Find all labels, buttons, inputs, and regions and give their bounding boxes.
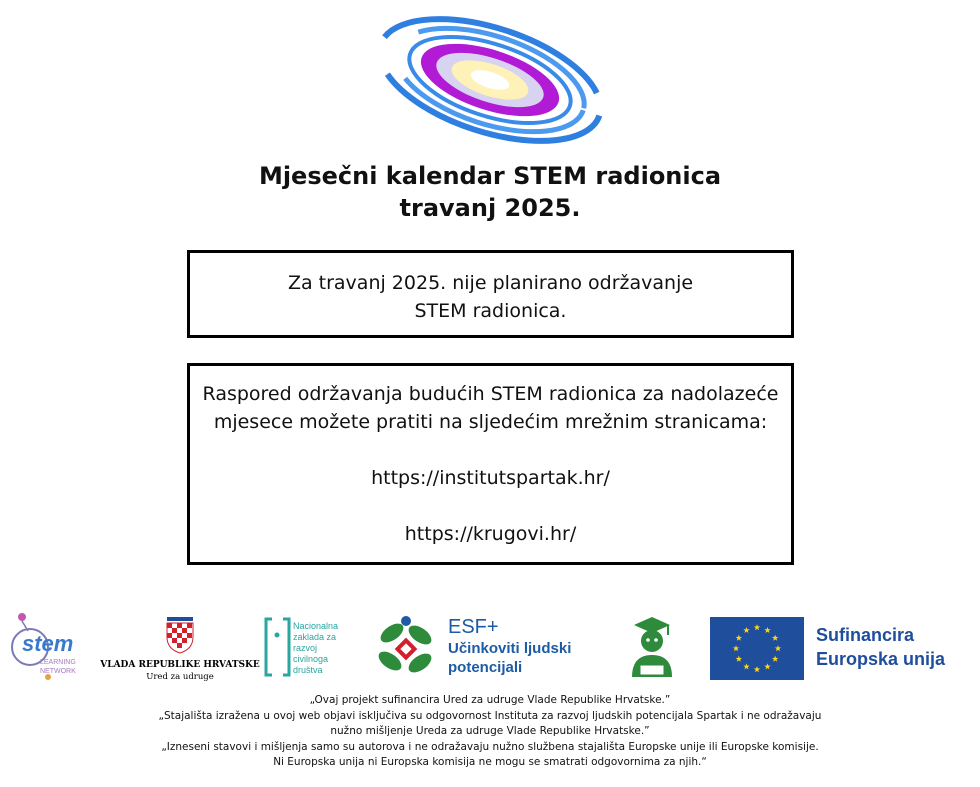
page-title xyxy=(0,160,980,224)
eu-logo xyxy=(710,617,946,680)
footer-line-1: „Ovaj projekt sufinancira Ured za udruge Vlade Republike Hrvatske.” xyxy=(309,694,671,706)
esf-line-1: Učinkoviti ljudski xyxy=(448,640,572,657)
title-line-2: travanj 2025. xyxy=(399,194,581,222)
schedule-line-1: Raspored održavanja budućih STEM radionica za nadolazeće xyxy=(202,383,779,405)
nzcd-line-5: društva xyxy=(293,665,323,675)
eu-line-2: Europska unija xyxy=(816,649,946,669)
galaxy-icon xyxy=(370,10,610,150)
notice-line-2: STEM radionica. xyxy=(414,300,567,322)
schedule-line-2: mjesece možete pratiti na sljedećim mrežnim stranicama: xyxy=(213,411,768,433)
partner-logos xyxy=(0,605,980,695)
nzcd-line-1: Nacionalna xyxy=(293,621,339,631)
notice-box xyxy=(187,250,794,338)
nzcd-line-4: civilnoga xyxy=(293,654,329,664)
croatian-coat-of-arms-icon xyxy=(167,617,193,653)
footer-line-4: „Izneseni stavovi i mišljenja samo su autorova i ne odražavaju nužno službena stajališta Europske unije ili Europske komisije. xyxy=(161,740,819,753)
footer-line-3: nužno mišljenje Ureda za udruge Vlade Republike Hrvatske.” xyxy=(330,725,650,737)
footer-line-5: Ni Europska unija ni Europska komisija ne mogu se smatrati odgovornima za njih.“ xyxy=(273,756,707,768)
notice-line-1: Za travanj 2025. nije planirano održavanje xyxy=(287,272,694,294)
esf-line-2: potencijali xyxy=(448,659,523,676)
graduate-icon xyxy=(632,617,672,677)
eu-flag-icon xyxy=(710,617,804,680)
vlada-name: VLADA REPUBLIKE HRVATSKE xyxy=(100,660,260,670)
vlada-logo xyxy=(99,617,260,682)
stem-logo-sub-2: NETWORK xyxy=(40,668,76,675)
title-line-1: Mjesečni kalendar STEM radionica xyxy=(258,162,722,190)
krugovi-link[interactable]: https://krugovi.hr/ xyxy=(404,523,577,545)
nzcd-logo xyxy=(266,619,338,675)
stem-learning-logo xyxy=(12,613,76,680)
esf-title: ESF+ xyxy=(448,616,499,638)
stem-logo-word: stem xyxy=(22,631,74,656)
nzcd-line-2: zaklada za xyxy=(293,632,337,642)
institut-spartak-link[interactable]: https://institutspartak.hr/ xyxy=(371,467,610,489)
footer-line-2: „Stajališta izražena u ovoj web objavi isključiva su odgovornost Instituta za razvoj ljudskih potencijala Spartak i ne odražavaju xyxy=(158,709,822,722)
nzcd-line-3: razvoj xyxy=(293,643,318,653)
vlada-sub: Ured za udruge xyxy=(146,672,214,682)
stem-logo-sub-1: LEARNING xyxy=(40,659,76,666)
schedule-box xyxy=(187,363,794,565)
eu-line-1: Sufinancira xyxy=(816,625,915,645)
esf-logo xyxy=(375,616,571,676)
footer-disclaimer xyxy=(0,693,980,771)
